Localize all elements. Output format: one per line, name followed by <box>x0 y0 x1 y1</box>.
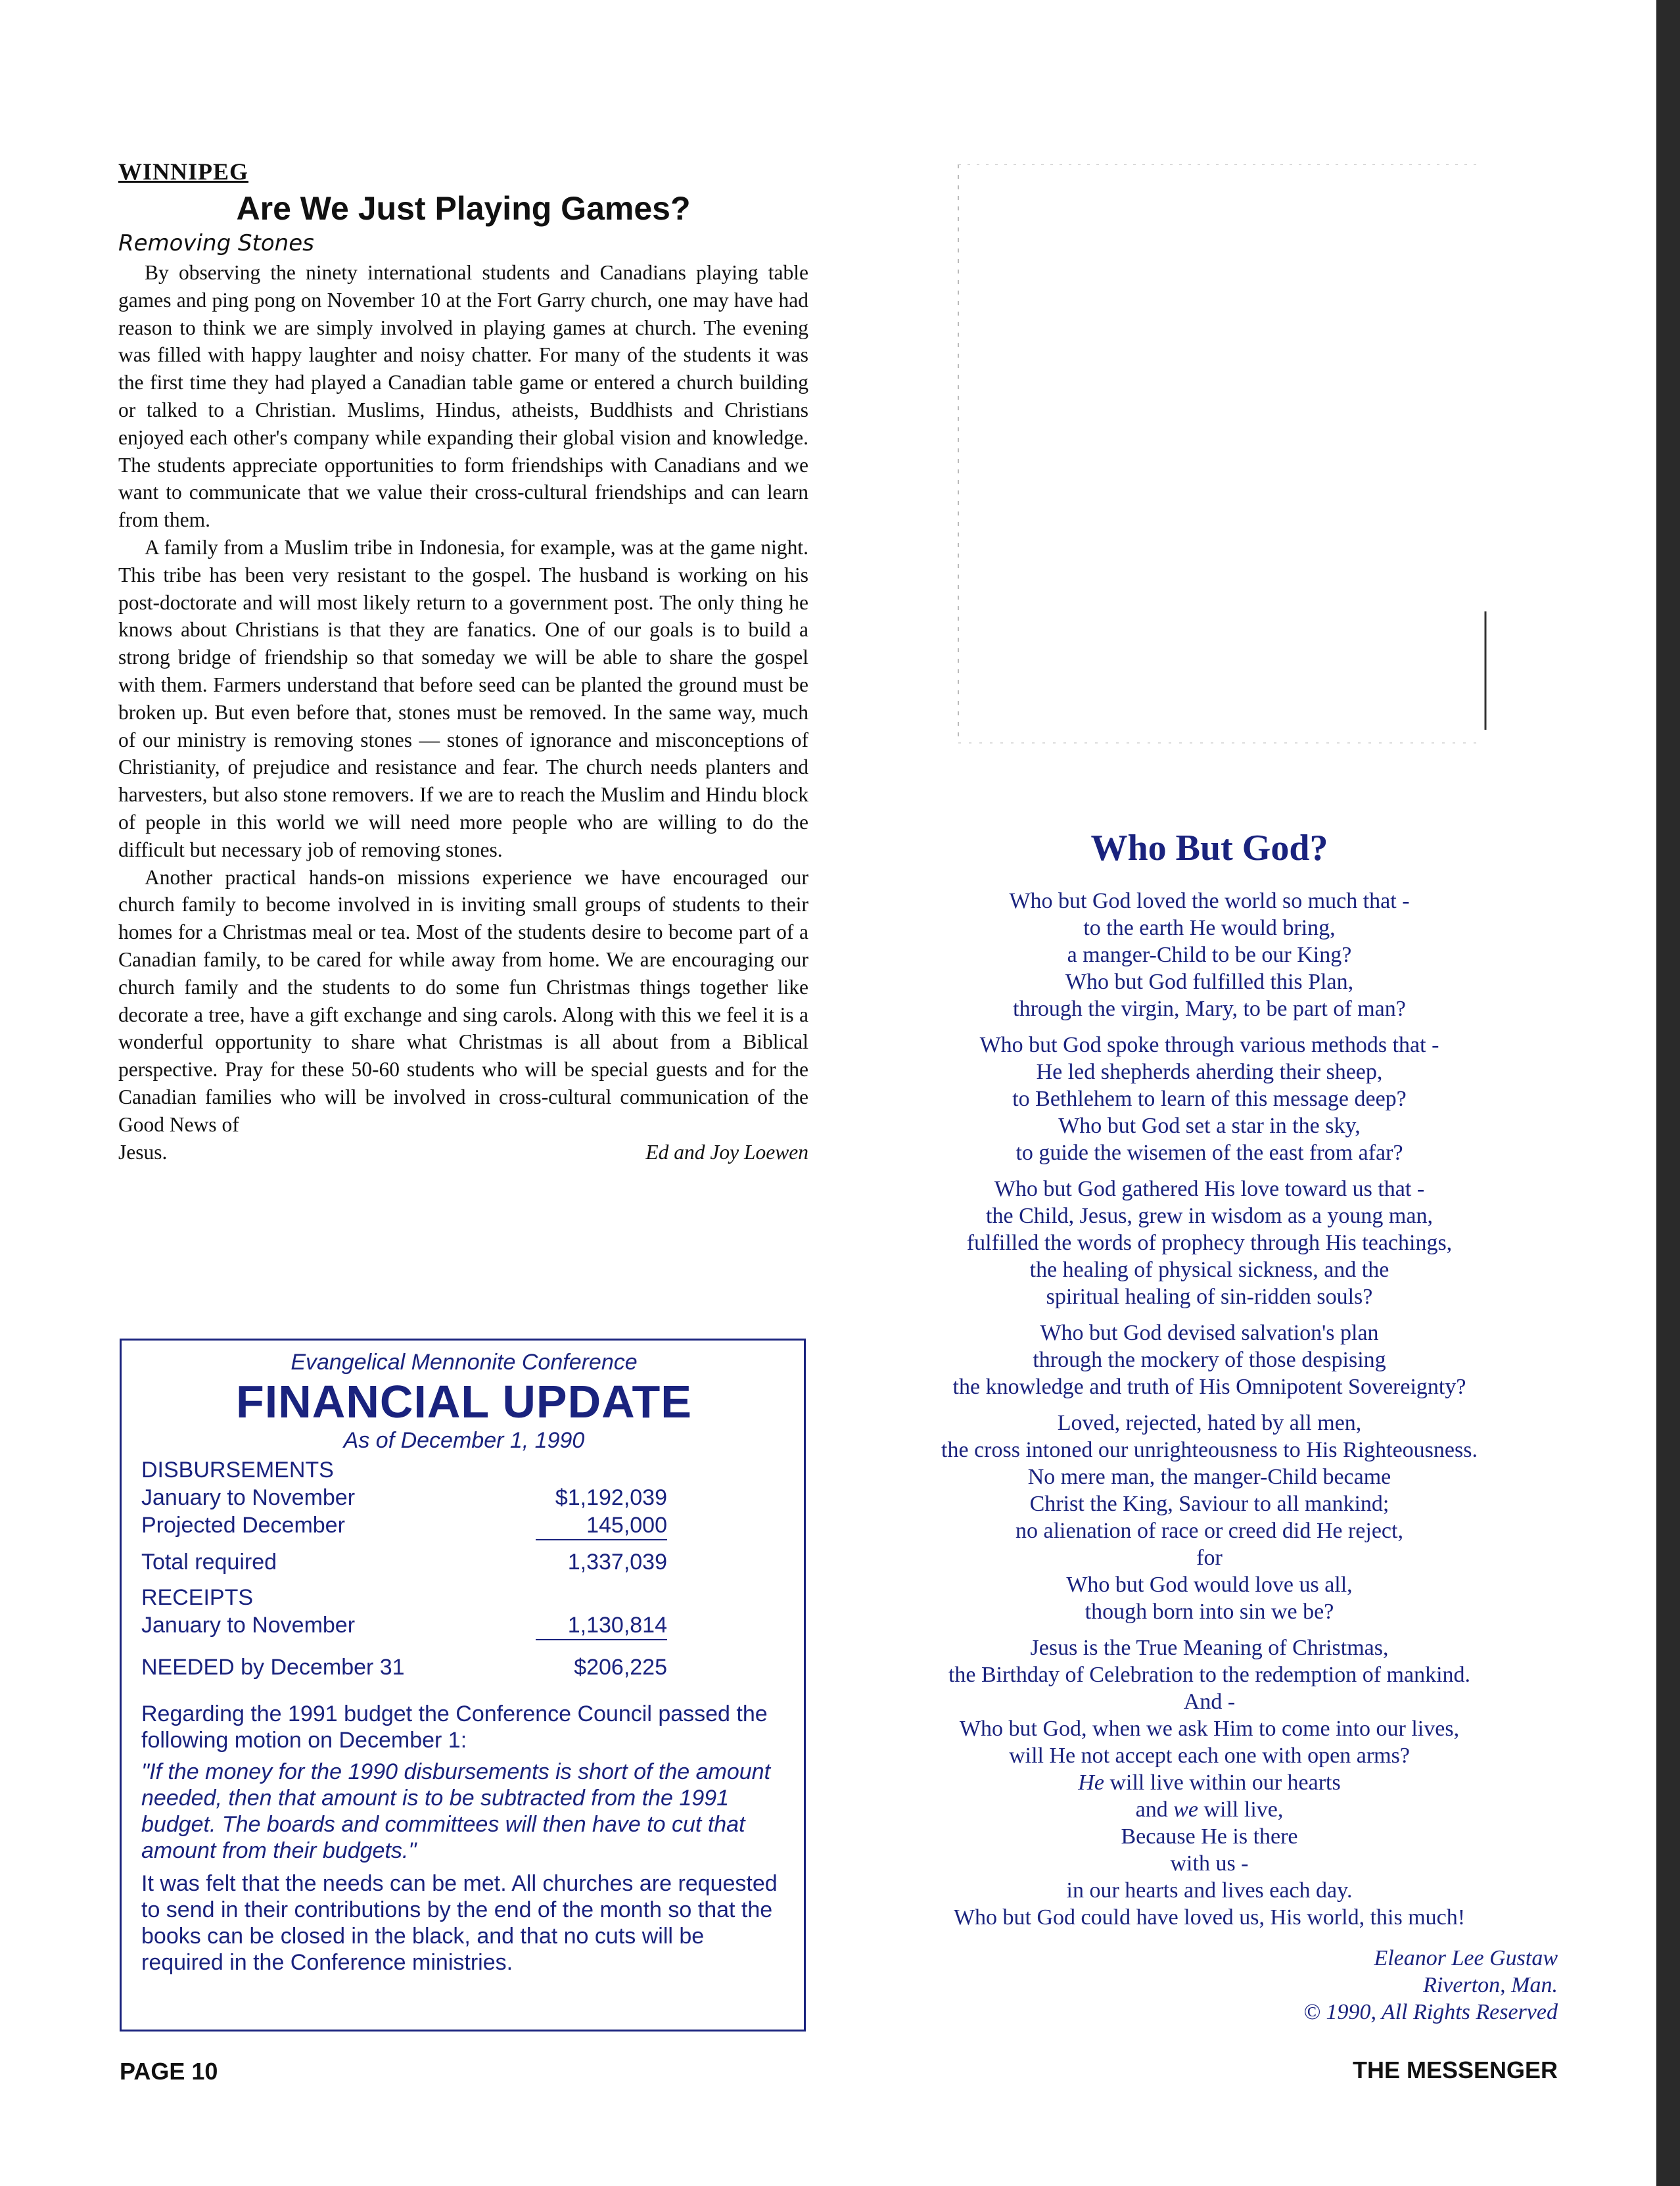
poem-credit <box>1117 1945 1558 2026</box>
poem-line: Who but God gathered His love toward us that - <box>994 1177 1425 1201</box>
poem-line: spiritual healing of sin-ridden souls? <box>1046 1285 1373 1309</box>
poem-text: will live, <box>1198 1797 1284 1822</box>
fin-label: NEEDED by December 31 <box>141 1655 405 1680</box>
financial-paragraph: It was felt that the needs can be met. All churches are requested to send in their contributions by the end of the month so that the books can be closed in the black, and that no cuts will be required in the Conference ministries. <box>141 1871 778 1975</box>
poem-line: the Child, Jesus, grew in wisdom as a young man, <box>986 1204 1433 1228</box>
disbursements-heading: DISBURSEMENTS <box>141 1458 334 1483</box>
poem-place: Riverton, Man. <box>1423 1973 1558 1997</box>
receipts-heading: RECEIPTS <box>141 1585 254 1610</box>
article-paragraph: By observing the ninety international students and Canadians playing table games and ping pong on November 10 at the Fort Garry church, one may have had reason to think we are simply involved in playing games at church. The evening was filled with happy laughter and noisy chatter. For many of the students it was the first time they had played a Canadian table game or entered a church building or talked to a Christian. Muslims, Hindus, atheists, Buddhists and Christians enjoyed each other's company while expanding their global vision and knowledge. The students appreciate opportunities to form friendships with Canadians and we want to communicate that we value their cross-cultural friendships and can learn from them. <box>118 261 808 532</box>
poem-line: Who but God could have loved us, His world, this much! <box>953 1905 1466 1930</box>
fin-row <box>141 1548 667 1576</box>
fin-amount: 1,337,039 <box>567 1550 667 1575</box>
poem-line: the healing of physical sickness, and the <box>1029 1258 1389 1282</box>
financial-org: Evangelical Mennonite Conference <box>291 1350 638 1375</box>
poem-line <box>848 1769 1571 1796</box>
poem-line <box>848 1796 1571 1823</box>
poem-line: in our hearts and lives each day. <box>1066 1878 1353 1903</box>
poem-line: Who but God set a star in the sky, <box>1058 1114 1361 1138</box>
poem-line: the Birthday of Celebration to the redemption of mankind. <box>948 1663 1471 1687</box>
article-paragraph: Another practical hands-on missions experience we have encouraged our church family to become involved in is inviting small groups of students to their homes for a Christmas meal or tea. Most of the students desire to become part of a Canadian family, to be cared for while away from home. We are encouraging our church family and the students to do some fun Christmas things together like decorate a tree, have a gift exchange and sing carols. Along with this we feel it is a wonderful opportunity to share what Christmas is all about from a Biblical perspective. Pray for these 50-60 students who will be special guests and for the Canadian families who will be involved in cross-cultural communication of the Good News of <box>118 865 808 1136</box>
financial-update-box <box>120 1339 806 2032</box>
poem-line: though born into sin we be? <box>1085 1600 1334 1624</box>
poem-text: and <box>1135 1797 1174 1822</box>
poem-stanza <box>848 1410 1571 1625</box>
poem-emphasis: He <box>1078 1770 1104 1795</box>
poem-line: a manger-Child to be our King? <box>1067 943 1352 967</box>
poem-line: fulfilled the words of prophecy through His teachings, <box>966 1231 1453 1255</box>
fin-amount: $206,225 <box>574 1655 667 1680</box>
poem-body <box>848 888 1571 1940</box>
financial-date: As of December 1, 1990 <box>343 1428 585 1453</box>
photo-border-marks <box>956 164 1488 749</box>
poem-line: And - <box>1183 1690 1236 1714</box>
article-paragraph: A family from a Muslim tribe in Indonesia, for example, was at the game night. This tribe has been very resistant to the gospel. The husband is working on his post-doctorate and will most likely return to a government post. The only thing he knows about Christians is that they are fanatics. One of our goals is to build a strong bridge of friendship so that someday we will be able to share the gospel with them. Farmers understand that before seed can be planted the ground must be broken up. But even before that, stones must be removed. In the same way, much of our ministry is removing stones — stones of ignorance and misconceptions of Christianity, of prejudice and resistance and fear. The church needs planters and harvesters, but also stone removers. If we are to reach the Muslim and Hindu block of people in this world we will need more people who are willing to do the difficult but necessary job of removing stones. <box>118 535 808 861</box>
poem-line: Who but God spoke through various methods that - <box>979 1033 1439 1057</box>
fin-row <box>141 1653 667 1681</box>
publication-name: THE MESSENGER <box>1352 2056 1558 2083</box>
poem-line: the knowledge and truth of His Omnipotent Sovereignty? <box>952 1375 1466 1399</box>
poem-line: Jesus is the True Meaning of Christmas, <box>1030 1636 1389 1660</box>
article <box>118 158 808 1166</box>
poem-line: Who but God fulfilled this Plan, <box>1065 970 1354 994</box>
article-byline: Ed and Joy Loewen <box>645 1140 808 1164</box>
poem-stanza <box>848 1319 1571 1400</box>
poem-line: Christ the King, Saviour to all mankind; <box>1029 1492 1389 1516</box>
poem-line: to guide the wisemen of the east from afar? <box>1015 1141 1403 1165</box>
poem-stanza <box>848 888 1571 1022</box>
poem-line: Who but God devised salvation's plan <box>1040 1321 1379 1345</box>
poem-line: Who but God loved the world so much that - <box>1009 889 1410 913</box>
fin-row <box>141 1611 667 1640</box>
poem-line: will He not accept each one with open arms? <box>1009 1744 1410 1768</box>
poem-title: Who But God? <box>1090 828 1328 868</box>
poem-line: Loved, rejected, hated by all men, <box>1057 1411 1362 1435</box>
fin-label: January to November <box>141 1485 356 1510</box>
poem-author: Eleanor Lee Gustaw <box>1374 1946 1558 1970</box>
fin-label: Total required <box>141 1550 277 1575</box>
fin-amount: 1,130,814 <box>536 1611 667 1640</box>
page-number: PAGE 10 <box>120 2058 218 2085</box>
poem-line: to Bethlehem to learn of this message deep? <box>1012 1087 1407 1111</box>
poem-line: No mere man, the manger-Child became <box>1027 1465 1391 1489</box>
poem-stanza <box>848 1032 1571 1166</box>
poem-emphasis: we <box>1173 1797 1198 1822</box>
poem-line: through the mockery of those despising <box>1033 1348 1386 1372</box>
poem-text: will live within our hearts <box>1104 1770 1341 1795</box>
poem-line: with us - <box>1170 1851 1249 1876</box>
poem-copyright: © 1990, All Rights Reserved <box>1303 2000 1558 2024</box>
article-last-word: Jesus. <box>118 1140 168 1164</box>
fin-label: Projected December <box>141 1513 345 1538</box>
article-title: Are We Just Playing Games? <box>236 190 691 227</box>
poem-line: to the earth He would bring, <box>1083 916 1336 940</box>
poem-line: the cross intoned our unrighteousness to His Righteousness. <box>941 1438 1478 1462</box>
poem-line: He led shepherds aherding their sheep, <box>1036 1060 1383 1084</box>
poem-line: Who but God would love us all, <box>1066 1573 1353 1597</box>
byline-row <box>118 1139 808 1166</box>
poem-line: Because He is there <box>1121 1824 1298 1849</box>
poem-stanza <box>848 1634 1571 1931</box>
poem-stanza <box>848 1176 1571 1310</box>
article-body <box>118 259 808 1166</box>
fin-amount: $1,192,039 <box>555 1485 667 1510</box>
scan-edge <box>1656 0 1680 2186</box>
poem-line: through the virgin, Mary, to be part of man? <box>1013 997 1406 1021</box>
financial-paragraph: Regarding the 1991 budget the Conference Council passed the following motion on December 1: <box>141 1701 768 1753</box>
financial-title: FINANCIAL UPDATE <box>236 1376 692 1427</box>
financial-quote: "If the money for the 1990 disbursements is short of the amount needed, then that amount is to be subtracted from the 1991 budget. The boards and committees will then have to cut that amount from their budgets." <box>141 1759 771 1863</box>
poem-line: Who but God, when we ask Him to come into our lives, <box>959 1717 1460 1741</box>
photo-placeholder <box>956 164 1488 749</box>
fin-amount: 145,000 <box>536 1511 667 1540</box>
article-subtitle: Removing Stones <box>118 230 314 256</box>
fin-row <box>141 1511 667 1540</box>
section-tag: WINNIPEG <box>118 158 249 185</box>
poem-line: no alienation of race or creed did He reject, <box>1015 1519 1403 1543</box>
fin-label: January to November <box>141 1613 356 1638</box>
poem-line: for <box>1196 1546 1223 1570</box>
fin-row <box>141 1484 667 1511</box>
